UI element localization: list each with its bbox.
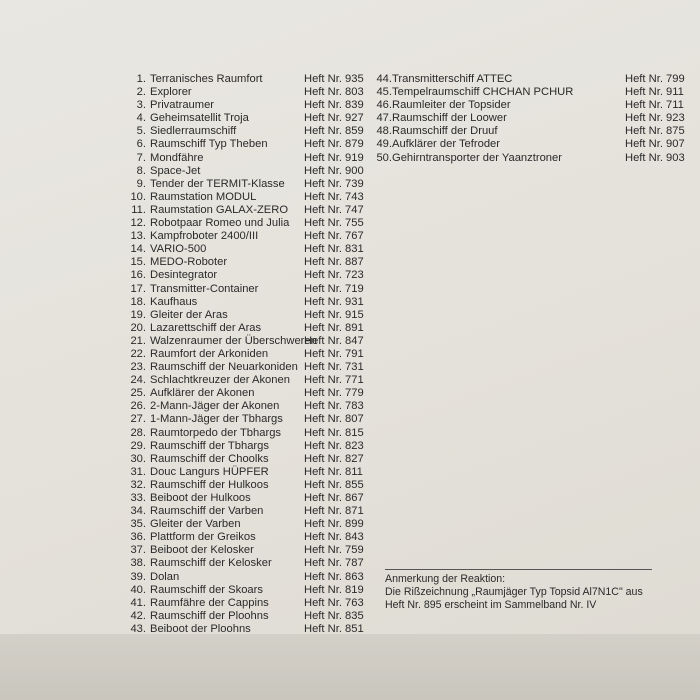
entry-issue: Heft Nr. 923 <box>625 112 685 125</box>
entry-issue: Heft Nr. 831 <box>304 243 364 256</box>
entry-issue: Heft Nr. 827 <box>304 452 364 465</box>
entry-issue: Heft Nr. 767 <box>304 230 364 243</box>
note-line-1: Die Rißzeichnung „Raumjäger Typ Topsid Al7N1C" aus <box>385 585 643 598</box>
entry-issue: Heft Nr. 731 <box>304 361 364 374</box>
entry-title: Beiboot der Hulkoos <box>150 492 251 504</box>
entry-issue: Heft Nr. 815 <box>304 426 364 439</box>
entry-title: Walzenraumer der Überschweren <box>150 334 317 347</box>
index-entry <box>66 204 366 217</box>
entry-issue: Heft Nr. 723 <box>304 269 364 282</box>
note-heading: Anmerkung der Reaktion: <box>385 573 506 585</box>
entry-issue: Heft Nr. 935 <box>304 73 364 85</box>
entry-number: 12. <box>130 217 146 230</box>
entry-number: 38. <box>130 557 146 570</box>
entry-number: 13. <box>130 230 146 243</box>
entry-title: Raumschiff der Druuf <box>392 125 498 138</box>
entry-number: 19. <box>130 308 146 321</box>
entry-number: 14. <box>130 243 146 256</box>
index-entry <box>66 597 366 610</box>
index-entry <box>66 479 366 492</box>
index-entry <box>66 610 366 623</box>
index-entry <box>66 623 366 636</box>
entry-title: Beiboot der Ploohns <box>150 622 251 635</box>
entry-number: 31. <box>130 465 146 478</box>
entry-number: 42. <box>130 609 146 622</box>
entry-title: Kaufhaus <box>150 295 198 308</box>
entry-title: Explorer <box>150 86 192 99</box>
entry-title: Raumschiff Typ Theben <box>150 138 268 151</box>
index-entry <box>66 557 366 570</box>
entry-title: Raumfort der Arkoniden <box>150 347 269 360</box>
index-entry <box>376 151 689 165</box>
entry-number: 26. <box>130 400 146 413</box>
entry-title: Transmitterschiff ATTEC <box>392 73 513 85</box>
entry-title: Robotpaar Romeo und Julia <box>150 217 290 230</box>
entry-number: 35. <box>130 518 146 531</box>
index-entry <box>66 322 366 335</box>
entry-title: Terranisches Raumfort <box>150 73 263 85</box>
entry-issue: Heft Nr. 843 <box>304 531 364 544</box>
entry-issue: Heft Nr. 787 <box>304 557 364 570</box>
entry-number: 1. <box>136 73 146 85</box>
entry-issue: Heft Nr. 823 <box>304 439 364 452</box>
entry-title: Tender der TERMIT-Klasse <box>150 177 285 190</box>
entry-title: Siedlerraumschiff <box>150 125 237 138</box>
index-entry <box>376 112 689 125</box>
entry-number: 36. <box>130 531 146 544</box>
entry-issue: Heft Nr. 875 <box>625 125 685 138</box>
entry-title: Privatraumer <box>150 99 215 112</box>
entry-number: 40. <box>130 583 146 596</box>
index-entry <box>66 571 366 584</box>
index-entry <box>66 86 366 99</box>
index-entry <box>66 492 366 505</box>
entry-title: MEDO-Roboter <box>150 256 228 269</box>
entry-issue: Heft Nr. 927 <box>304 112 364 125</box>
entry-number: 47. <box>376 112 392 125</box>
entry-title: Raumleiter der Topsider <box>392 99 511 112</box>
entry-number: 50. <box>376 151 392 164</box>
entry-number: 49. <box>376 138 392 151</box>
entry-title: Space-Jet <box>150 164 201 177</box>
entry-issue: Heft Nr. 919 <box>304 151 364 164</box>
index-entry <box>66 453 366 466</box>
note-divider <box>385 569 652 570</box>
entry-number: 45. <box>376 86 392 99</box>
entry-number: 11. <box>131 203 146 216</box>
entry-title: Raumschiff der Hulkoos <box>150 478 269 491</box>
entry-issue: Heft Nr. 887 <box>304 256 364 269</box>
entry-issue: Heft Nr. 839 <box>304 99 364 112</box>
entry-issue: Heft Nr. 835 <box>304 609 364 622</box>
entry-issue: Heft Nr. 855 <box>304 478 364 491</box>
entry-number: 4. <box>136 112 146 125</box>
entry-issue: Heft Nr. 907 <box>625 138 685 151</box>
entry-title: Raumfähre der Cappins <box>150 596 269 609</box>
entry-number: 44. <box>376 73 392 85</box>
index-entry <box>66 348 366 361</box>
index-entry <box>66 518 366 531</box>
index-entry <box>66 125 366 138</box>
entry-number: 9. <box>136 177 146 190</box>
page-edge <box>0 634 700 700</box>
entry-title: Douc Langurs HÜPFER <box>150 465 269 478</box>
entry-issue: Heft Nr. 743 <box>304 190 364 203</box>
entry-title: Raumschiff der Tbhargs <box>150 439 269 452</box>
entry-issue: Heft Nr. 851 <box>304 622 364 635</box>
entry-number: 23. <box>130 361 146 374</box>
entry-number: 32. <box>130 478 146 491</box>
index-entry <box>66 309 366 322</box>
entry-number: 8. <box>136 164 146 177</box>
entry-number: 5. <box>136 125 146 138</box>
entry-title: Kampfroboter 2400/III <box>150 230 259 243</box>
index-entry <box>376 73 689 86</box>
entry-title: Aufklärer der Akonen <box>150 387 255 400</box>
editorial-note <box>385 573 685 611</box>
entry-issue: Heft Nr. 779 <box>304 387 364 400</box>
entry-issue: Heft Nr. 867 <box>304 492 364 504</box>
entry-issue: Heft Nr. 847 <box>304 334 364 347</box>
entry-issue: Heft Nr. 747 <box>304 203 364 216</box>
entry-title: Raumschiff der Varben <box>150 505 264 518</box>
entry-number: 43. <box>130 622 146 635</box>
index-entry <box>66 531 366 544</box>
entry-issue: Heft Nr. 863 <box>304 570 364 583</box>
index-entry <box>66 165 366 178</box>
index-entry <box>66 466 366 479</box>
entry-issue: Heft Nr. 739 <box>304 177 364 190</box>
entry-title: Desintegrator <box>150 269 218 282</box>
index-entry <box>376 86 689 99</box>
entry-title: 1-Mann-Jäger der Tbhargs <box>150 413 283 426</box>
entry-issue: Heft Nr. 900 <box>304 164 364 177</box>
entry-issue: Heft Nr. 911 <box>625 86 684 99</box>
entry-title: Dolan <box>150 570 180 583</box>
index-entry <box>66 427 366 440</box>
entry-issue: Heft Nr. 915 <box>304 308 364 321</box>
entry-issue: Heft Nr. 759 <box>304 544 364 557</box>
index-entry <box>66 112 366 125</box>
index-entry <box>66 400 366 413</box>
index-entry <box>376 138 689 151</box>
entry-number: 33. <box>130 492 146 504</box>
entry-title: Geheimsatellit Troja <box>150 112 249 125</box>
entry-title: Gleiter der Varben <box>150 518 241 531</box>
entry-title: Gleiter der Aras <box>150 308 228 321</box>
entry-number: 27. <box>130 413 146 426</box>
index-list-left <box>66 73 366 636</box>
entry-issue: Heft Nr. 771 <box>304 374 364 387</box>
entry-issue: Heft Nr. 711 <box>625 99 684 112</box>
index-entry <box>376 99 689 112</box>
entry-issue: Heft Nr. 807 <box>304 413 364 426</box>
entry-number: 48. <box>376 125 392 138</box>
index-entry <box>66 440 366 453</box>
entry-title: Beiboot der Kelosker <box>150 544 254 557</box>
entry-title: Mondfähre <box>150 151 204 164</box>
index-entry <box>66 152 366 165</box>
index-list-right <box>376 73 689 165</box>
index-entry <box>66 283 366 296</box>
entry-title: Raumtorpedo der Tbhargs <box>150 426 282 439</box>
entry-number: 25. <box>130 387 146 400</box>
entry-number: 16. <box>130 269 146 282</box>
entry-title: Lazarettschiff der Aras <box>150 321 262 334</box>
entry-title: Raumschiff der Loower <box>392 112 507 125</box>
index-entry <box>66 256 366 269</box>
note-line-2: Heft Nr. 895 erscheint im Sammelband Nr. IV <box>385 598 597 611</box>
entry-number: 21. <box>130 334 146 347</box>
entry-issue: Heft Nr. 719 <box>304 282 364 295</box>
entry-number: 6. <box>136 138 146 151</box>
index-entry <box>376 125 689 138</box>
entry-title: Raumschiff der Neuarkoniden <box>150 361 298 374</box>
entry-title: Tempelraumschiff CHCHAN PCHUR <box>392 86 574 99</box>
entry-number: 37. <box>130 544 146 557</box>
entry-issue: Heft Nr. 791 <box>304 347 364 360</box>
index-entry <box>66 243 366 256</box>
index-entry <box>66 73 366 86</box>
index-entry <box>66 269 366 282</box>
entry-title: Raumstation MODUL <box>150 190 257 203</box>
entry-number: 22. <box>130 347 146 360</box>
entry-number: 30. <box>130 452 146 465</box>
entry-number: 17. <box>130 282 146 295</box>
entry-issue: Heft Nr. 763 <box>304 596 364 609</box>
entry-issue: Heft Nr. 803 <box>304 86 364 99</box>
entry-number: 3. <box>136 99 146 112</box>
entry-issue: Heft Nr. 799 <box>625 73 685 85</box>
entry-title: Raumschiff der Skoars <box>150 583 263 596</box>
entry-title: Raumschiff der Kelosker <box>150 557 272 570</box>
index-entry <box>66 361 366 374</box>
entry-title: Raumstation GALAX-ZERO <box>150 203 289 216</box>
index-entry <box>66 505 366 518</box>
index-entry <box>66 217 366 230</box>
entry-number: 41. <box>130 596 146 609</box>
entry-issue: Heft Nr. 859 <box>304 125 364 138</box>
entry-title: VARIO-500 <box>150 243 207 256</box>
entry-number: 28. <box>130 426 146 439</box>
entry-title: Aufklärer der Tefroder <box>392 138 500 151</box>
entry-title: Raumschiff der Ploohns <box>150 609 269 622</box>
entry-number: 20. <box>130 321 146 334</box>
entry-title: Raumschiff der Choolks <box>150 452 269 465</box>
entry-title: Transmitter-Container <box>150 282 259 295</box>
index-entry <box>66 413 366 426</box>
index-entry <box>66 296 366 309</box>
index-entry <box>66 178 366 191</box>
entry-number: 34. <box>130 505 146 518</box>
entry-issue: Heft Nr. 903 <box>625 151 685 164</box>
entry-title: 2-Mann-Jäger der Akonen <box>150 400 280 413</box>
index-entry <box>66 544 366 557</box>
entry-issue: Heft Nr. 819 <box>304 583 364 596</box>
index-entry <box>66 374 366 387</box>
index-entry <box>66 584 366 597</box>
index-entry <box>66 191 366 204</box>
entry-number: 24. <box>130 374 146 387</box>
index-entry <box>66 230 366 243</box>
entry-issue: Heft Nr. 871 <box>304 505 364 518</box>
entry-title: Schlachtkreuzer der Akonen <box>150 374 290 387</box>
entry-number: 2. <box>136 86 146 99</box>
entry-number: 39. <box>130 570 146 583</box>
entry-title: Gehirntransporter der Yaanztroner <box>392 151 562 164</box>
entry-number: 10. <box>130 190 146 203</box>
entry-number: 7. <box>136 151 146 164</box>
entry-issue: Heft Nr. 891 <box>304 321 364 334</box>
index-entry <box>66 138 366 151</box>
entry-title: Plattform der Greikos <box>150 531 256 544</box>
entry-issue: Heft Nr. 783 <box>304 400 364 413</box>
entry-number: 46. <box>376 99 392 112</box>
entry-issue: Heft Nr. 899 <box>304 518 364 531</box>
entry-issue: Heft Nr. 811 <box>304 465 363 478</box>
entry-number: 29. <box>130 439 146 452</box>
entry-number: 18. <box>130 295 146 308</box>
index-entry <box>66 99 366 112</box>
entry-issue: Heft Nr. 879 <box>304 138 364 151</box>
index-entry <box>66 387 366 400</box>
entry-number: 15. <box>130 256 146 269</box>
entry-issue: Heft Nr. 755 <box>304 217 364 230</box>
index-entry <box>66 335 366 348</box>
entry-issue: Heft Nr. 931 <box>304 295 364 308</box>
